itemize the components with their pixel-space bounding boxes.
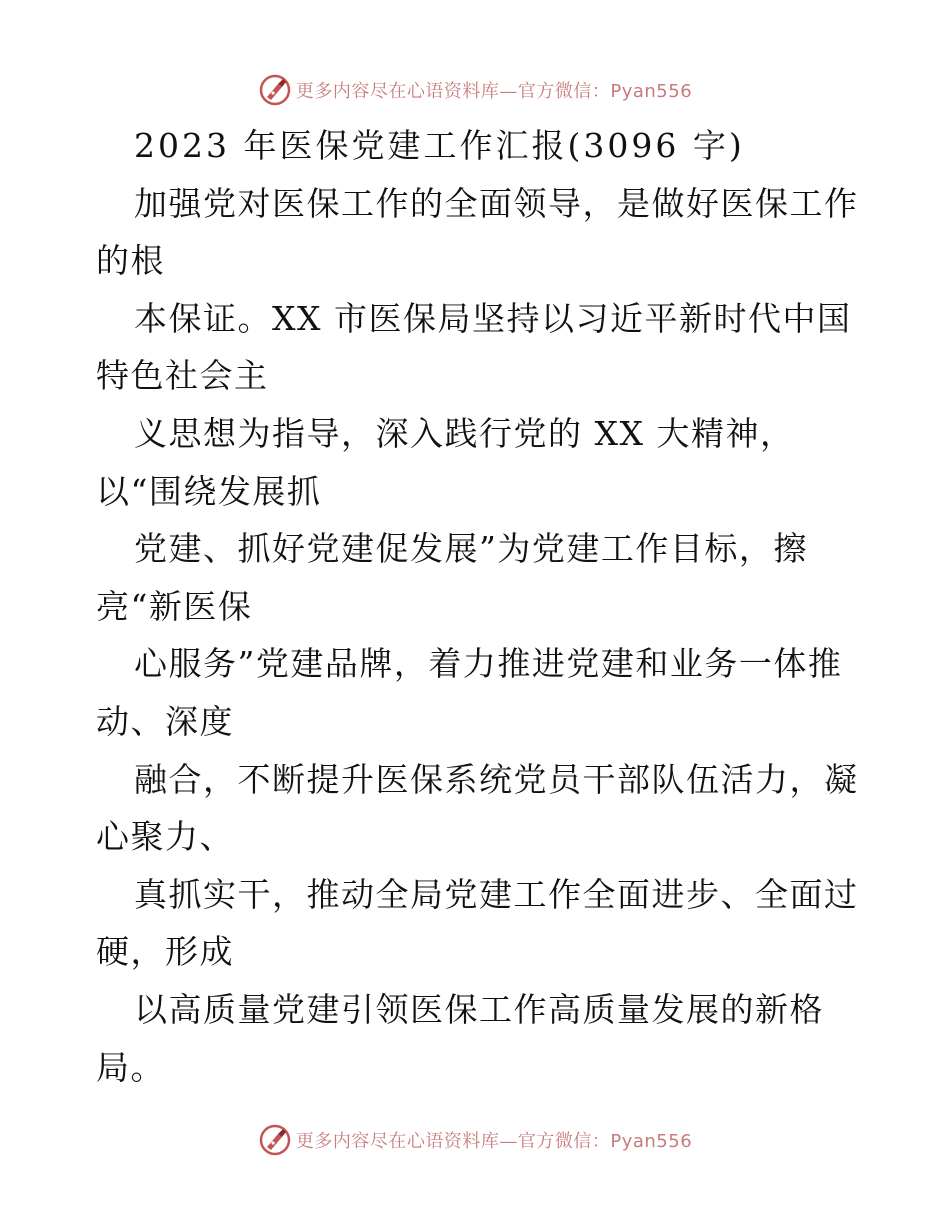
paragraph-line: 局。 [96, 1047, 165, 1087]
paragraph-line: 以高质量党建引领医保工作高质量发展的新格 [134, 989, 824, 1029]
paragraph-line: 硬，形成 [96, 932, 234, 972]
paragraph-line: 真抓实干，推动全局党建工作全面进步、全面过 [134, 874, 859, 914]
header-watermark [0, 70, 950, 110]
pen-nib-logo-icon [258, 73, 292, 107]
document-title: 2023 年医保党建工作汇报(3096 字) [134, 126, 745, 165]
paragraph-line: 心聚力、 [96, 817, 234, 857]
watermark-text: 更多内容尽在心语资料库—官方微信：Pyan556 [295, 1131, 693, 1152]
paragraph-line: 动、深度 [96, 701, 234, 741]
paragraph-line: 的根 [96, 241, 165, 281]
paragraph-line: 加强党对医保工作的全面领导，是做好医保工作 [134, 183, 859, 223]
paragraph-line: 融合，不断提升医保系统党员干部队伍活力，凝 [134, 759, 859, 799]
document-body [96, 117, 859, 1096]
paragraph-line: 以“围绕发展抓 [96, 471, 322, 511]
paragraph-line: 义思想为指导，深入践行党的 XX 大精神， [134, 413, 795, 453]
paragraph-line: 特色社会主 [96, 356, 269, 396]
footer-watermark [0, 1120, 950, 1160]
pen-nib-logo-icon [258, 1123, 292, 1157]
paragraph-line: 心服务”党建品牌，着力推进党建和业务一体推 [134, 644, 843, 684]
watermark-text: 更多内容尽在心语资料库—官方微信：Pyan556 [295, 81, 693, 102]
paragraph-line: 本保证。XX 市医保局坚持以习近平新时代中国 [134, 298, 852, 338]
paragraph-line: 亮“新医保 [96, 586, 253, 626]
paragraph-line: 党建、抓好党建促发展”为党建工作目标，擦 [134, 529, 808, 569]
